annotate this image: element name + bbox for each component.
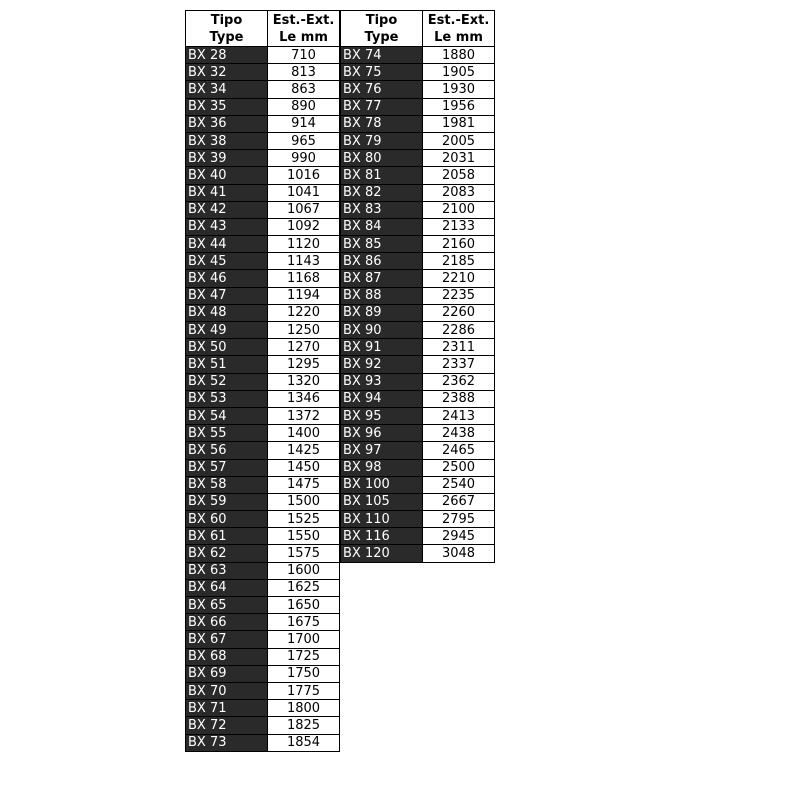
- type-cell: BX 60: [186, 511, 268, 528]
- table-row: [341, 253, 495, 270]
- table-row: [186, 511, 340, 528]
- table-row: [341, 442, 495, 459]
- table-row: [186, 614, 340, 631]
- table-row: [341, 511, 495, 528]
- length-cell: 2031: [423, 150, 495, 167]
- type-cell: BX 56: [186, 442, 268, 459]
- length-cell: 2210: [423, 270, 495, 287]
- type-cell: BX 52: [186, 373, 268, 390]
- length-cell: 1067: [268, 201, 340, 218]
- type-column-header: [186, 11, 268, 47]
- belt-size-table-right: [340, 10, 495, 563]
- length-cell: 2438: [423, 425, 495, 442]
- type-cell: BX 34: [186, 81, 268, 98]
- table-row: [186, 322, 340, 339]
- table-row: [186, 597, 340, 614]
- length-cell: 1475: [268, 476, 340, 493]
- length-cell: 1092: [268, 218, 340, 235]
- type-cell: BX 38: [186, 132, 268, 149]
- type-cell: BX 32: [186, 64, 268, 81]
- length-cell: 1880: [423, 47, 495, 64]
- length-cell: 2362: [423, 373, 495, 390]
- table-row: [186, 373, 340, 390]
- length-cell: 1930: [423, 81, 495, 98]
- length-column-header: [423, 11, 495, 47]
- table-row: [186, 150, 340, 167]
- table-row: [341, 356, 495, 373]
- type-header-line2: Type: [209, 29, 244, 45]
- length-cell: 2388: [423, 390, 495, 407]
- length-cell: 2286: [423, 322, 495, 339]
- table-row: [186, 717, 340, 734]
- length-cell: 2083: [423, 184, 495, 201]
- type-cell: BX 82: [341, 184, 423, 201]
- type-cell: BX 66: [186, 614, 268, 631]
- table-row: [341, 545, 495, 562]
- length-cell: 1600: [268, 562, 340, 579]
- type-cell: BX 78: [341, 115, 423, 132]
- type-cell: BX 80: [341, 150, 423, 167]
- length-cell: 2235: [423, 287, 495, 304]
- type-cell: BX 49: [186, 322, 268, 339]
- table-row: [186, 218, 340, 235]
- table-row: [341, 476, 495, 493]
- type-cell: BX 54: [186, 407, 268, 424]
- table-row: [341, 287, 495, 304]
- length-cell: 2311: [423, 339, 495, 356]
- type-cell: BX 67: [186, 631, 268, 648]
- table-row: [186, 287, 340, 304]
- type-cell: BX 84: [341, 218, 423, 235]
- type-cell: BX 89: [341, 304, 423, 321]
- table-row: [341, 218, 495, 235]
- type-cell: BX 68: [186, 648, 268, 665]
- length-cell: 1250: [268, 322, 340, 339]
- type-cell: BX 64: [186, 579, 268, 596]
- table-row: [341, 373, 495, 390]
- table-row: [341, 304, 495, 321]
- table-row: [186, 201, 340, 218]
- length-cell: 1168: [268, 270, 340, 287]
- type-cell: BX 88: [341, 287, 423, 304]
- length-cell: 1120: [268, 236, 340, 253]
- table-row: [341, 407, 495, 424]
- type-header-line1: Tipo: [365, 12, 398, 28]
- type-cell: BX 36: [186, 115, 268, 132]
- table-row: [186, 493, 340, 510]
- length-cell: 1905: [423, 64, 495, 81]
- type-cell: BX 91: [341, 339, 423, 356]
- table-row: [186, 236, 340, 253]
- type-cell: BX 75: [341, 64, 423, 81]
- length-cell: 2540: [423, 476, 495, 493]
- length-cell: 1220: [268, 304, 340, 321]
- type-cell: BX 93: [341, 373, 423, 390]
- table-row: [186, 304, 340, 321]
- header-row: [186, 11, 340, 47]
- type-cell: BX 41: [186, 184, 268, 201]
- length-cell: 1320: [268, 373, 340, 390]
- table-row: [341, 390, 495, 407]
- type-cell: BX 83: [341, 201, 423, 218]
- table-row: [341, 236, 495, 253]
- type-cell: BX 59: [186, 493, 268, 510]
- type-cell: BX 62: [186, 545, 268, 562]
- length-cell: 890: [268, 98, 340, 115]
- type-cell: BX 96: [341, 425, 423, 442]
- table-row: [186, 390, 340, 407]
- length-cell: 1143: [268, 253, 340, 270]
- length-cell: 1346: [268, 390, 340, 407]
- type-cell: BX 46: [186, 270, 268, 287]
- table-row: [341, 98, 495, 115]
- length-cell: 1400: [268, 425, 340, 442]
- type-cell: BX 69: [186, 665, 268, 682]
- table-row: [186, 356, 340, 373]
- length-cell: 813: [268, 64, 340, 81]
- left-table-body: [186, 47, 340, 752]
- type-cell: BX 70: [186, 682, 268, 699]
- table-row: [341, 425, 495, 442]
- length-header-line2: Le mm: [279, 29, 328, 45]
- length-cell: 2945: [423, 528, 495, 545]
- type-cell: BX 43: [186, 218, 268, 235]
- type-cell: BX 50: [186, 339, 268, 356]
- table-row: [341, 528, 495, 545]
- table-row: [341, 270, 495, 287]
- table-row: [186, 682, 340, 699]
- type-cell: BX 110: [341, 511, 423, 528]
- table-row: [341, 201, 495, 218]
- type-cell: BX 45: [186, 253, 268, 270]
- length-cell: 1956: [423, 98, 495, 115]
- table-row: [341, 81, 495, 98]
- type-cell: BX 39: [186, 150, 268, 167]
- table-row: [186, 167, 340, 184]
- table-row: [186, 528, 340, 545]
- length-cell: 1500: [268, 493, 340, 510]
- length-cell: 1800: [268, 700, 340, 717]
- table-row: [186, 253, 340, 270]
- type-cell: BX 40: [186, 167, 268, 184]
- length-cell: 2667: [423, 493, 495, 510]
- type-cell: BX 85: [341, 236, 423, 253]
- table-row: [186, 64, 340, 81]
- type-cell: BX 81: [341, 167, 423, 184]
- table-row: [186, 184, 340, 201]
- right-table-body: [341, 47, 495, 563]
- type-cell: BX 97: [341, 442, 423, 459]
- length-cell: 1725: [268, 648, 340, 665]
- length-cell: 863: [268, 81, 340, 98]
- length-cell: 2500: [423, 459, 495, 476]
- table-row: [186, 407, 340, 424]
- type-cell: BX 47: [186, 287, 268, 304]
- length-cell: 1270: [268, 339, 340, 356]
- table-row: [341, 459, 495, 476]
- length-cell: 1295: [268, 356, 340, 373]
- length-header-line1: Est.-Ext.: [427, 12, 490, 28]
- belt-size-table-left: [185, 10, 340, 752]
- type-cell: BX 116: [341, 528, 423, 545]
- type-column-header: [341, 11, 423, 47]
- length-cell: 1700: [268, 631, 340, 648]
- type-cell: BX 90: [341, 322, 423, 339]
- type-cell: BX 35: [186, 98, 268, 115]
- type-header-line2: Type: [364, 29, 399, 45]
- type-cell: BX 79: [341, 132, 423, 149]
- length-cell: 1575: [268, 545, 340, 562]
- type-cell: BX 98: [341, 459, 423, 476]
- length-cell: 1425: [268, 442, 340, 459]
- length-cell: 2795: [423, 511, 495, 528]
- table-row: [186, 47, 340, 64]
- table-row: [341, 115, 495, 132]
- length-cell: 1981: [423, 115, 495, 132]
- header-row: [341, 11, 495, 47]
- table-row: [186, 425, 340, 442]
- type-cell: BX 53: [186, 390, 268, 407]
- type-cell: BX 92: [341, 356, 423, 373]
- length-cell: 2005: [423, 132, 495, 149]
- type-cell: BX 51: [186, 356, 268, 373]
- length-cell: 2160: [423, 236, 495, 253]
- table-row: [341, 339, 495, 356]
- length-cell: 914: [268, 115, 340, 132]
- type-cell: BX 87: [341, 270, 423, 287]
- length-cell: 1625: [268, 579, 340, 596]
- type-cell: BX 86: [341, 253, 423, 270]
- type-cell: BX 57: [186, 459, 268, 476]
- type-cell: BX 42: [186, 201, 268, 218]
- table-row: [186, 270, 340, 287]
- type-cell: BX 65: [186, 597, 268, 614]
- length-cell: 2133: [423, 218, 495, 235]
- type-cell: BX 76: [341, 81, 423, 98]
- type-cell: BX 120: [341, 545, 423, 562]
- length-cell: 2058: [423, 167, 495, 184]
- length-cell: 1775: [268, 682, 340, 699]
- table-row: [186, 631, 340, 648]
- length-cell: 2465: [423, 442, 495, 459]
- type-cell: BX 48: [186, 304, 268, 321]
- length-header-line1: Est.-Ext.: [272, 12, 335, 28]
- table-row: [341, 493, 495, 510]
- table-row: [186, 81, 340, 98]
- length-cell: 1550: [268, 528, 340, 545]
- length-cell: 1450: [268, 459, 340, 476]
- type-cell: BX 74: [341, 47, 423, 64]
- type-header-line1: Tipo: [210, 12, 243, 28]
- table-row: [341, 47, 495, 64]
- table-row: [186, 132, 340, 149]
- table-row: [341, 322, 495, 339]
- length-cell: 1854: [268, 734, 340, 751]
- type-cell: BX 100: [341, 476, 423, 493]
- type-cell: BX 44: [186, 236, 268, 253]
- length-cell: 2337: [423, 356, 495, 373]
- length-cell: 2100: [423, 201, 495, 218]
- length-cell: 1650: [268, 597, 340, 614]
- table-row: [186, 115, 340, 132]
- type-cell: BX 71: [186, 700, 268, 717]
- length-cell: 965: [268, 132, 340, 149]
- length-cell: 2185: [423, 253, 495, 270]
- length-cell: 1825: [268, 717, 340, 734]
- length-cell: 1675: [268, 614, 340, 631]
- type-cell: BX 105: [341, 493, 423, 510]
- table-row: [186, 562, 340, 579]
- table-row: [186, 579, 340, 596]
- length-cell: 2413: [423, 407, 495, 424]
- type-cell: BX 95: [341, 407, 423, 424]
- length-cell: 3048: [423, 545, 495, 562]
- length-cell: 1016: [268, 167, 340, 184]
- length-cell: 2260: [423, 304, 495, 321]
- type-cell: BX 94: [341, 390, 423, 407]
- table-row: [186, 648, 340, 665]
- type-cell: BX 61: [186, 528, 268, 545]
- type-cell: BX 58: [186, 476, 268, 493]
- table-row: [186, 734, 340, 751]
- type-cell: BX 55: [186, 425, 268, 442]
- table-row: [186, 442, 340, 459]
- length-header-line2: Le mm: [434, 29, 483, 45]
- length-cell: 1041: [268, 184, 340, 201]
- table-row: [341, 184, 495, 201]
- length-column-header: [268, 11, 340, 47]
- table-row: [186, 339, 340, 356]
- type-cell: BX 73: [186, 734, 268, 751]
- type-cell: BX 72: [186, 717, 268, 734]
- table-row: [186, 700, 340, 717]
- table-row: [341, 167, 495, 184]
- length-cell: 990: [268, 150, 340, 167]
- table-row: [186, 476, 340, 493]
- length-cell: 1525: [268, 511, 340, 528]
- type-cell: BX 28: [186, 47, 268, 64]
- table-row: [186, 98, 340, 115]
- length-cell: 710: [268, 47, 340, 64]
- table-row: [186, 545, 340, 562]
- length-cell: 1372: [268, 407, 340, 424]
- type-cell: BX 77: [341, 98, 423, 115]
- table-row: [341, 150, 495, 167]
- table-row: [186, 665, 340, 682]
- table-row: [341, 132, 495, 149]
- length-cell: 1194: [268, 287, 340, 304]
- table-row: [341, 64, 495, 81]
- table-row: [186, 459, 340, 476]
- type-cell: BX 63: [186, 562, 268, 579]
- length-cell: 1750: [268, 665, 340, 682]
